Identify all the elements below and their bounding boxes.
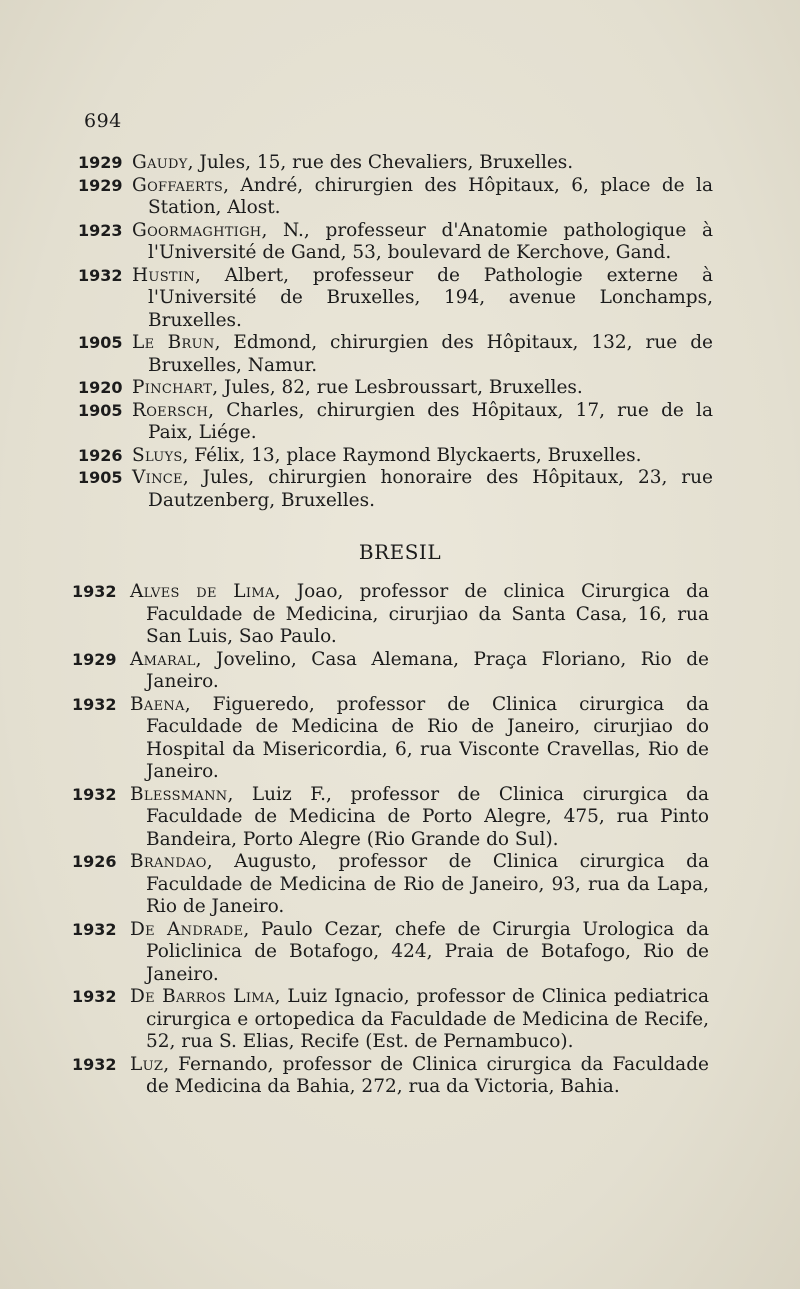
list-item: [0, 467, 800, 512]
entry-name: Gaudy: [132, 152, 188, 173]
entry-year: 1929: [78, 153, 123, 172]
entry-details: , Jules, chirurgien honoraire des Hôpitaux, 23, rue Dautzenberg, Bruxelles.: [148, 467, 713, 511]
entry-name: Baena: [130, 693, 185, 715]
list-item: [0, 986, 800, 1054]
entry-details: , Jules, 82, rue Lesbroussart, Bruxelles.: [212, 377, 583, 398]
entry-year: 1932: [72, 582, 117, 601]
entries-list-belgium: [0, 152, 800, 512]
entry-name: Vince: [132, 467, 183, 488]
entry-details: , Paulo Cezar, chefe de Cirurgia Urologica da Policlinica de Botafogo, 424, Praia de Botafogo, Rio de Janeiro.: [146, 918, 709, 985]
entry-details: , Jovelino, Casa Alemana, Praça Floriano, Rio de Janeiro.: [146, 648, 709, 692]
entry-details: , Fernando, professor de Clinica cirurgica da Faculdade de Medicina da Bahia, 272, rua da Victoria, Bahia.: [146, 1053, 709, 1097]
entry-year: 1929: [72, 649, 117, 669]
entry-year: 1905: [78, 400, 123, 420]
entry-name: Brandao: [130, 851, 207, 872]
entry-details: , Jules, 15, rue des Chevaliers, Bruxelles.: [187, 152, 574, 173]
entry-details: , N., professeur d'Anatomie pathologique à l'Université de Gand, 53, boulevard de Kerchove, Gand.: [148, 219, 713, 263]
entry-name: Goormaghtigh: [132, 219, 262, 241]
entry-name: Pinchart: [132, 377, 213, 398]
entry-details: , Joao, professor de clinica Cirurgica da Faculdade de Medicina, cirurjiao da Santa Casa, 16, rua San Luis, Sao Paulo.: [146, 581, 709, 647]
entry-name: Roersch: [132, 399, 209, 421]
entry-year: 1905: [78, 333, 123, 352]
list-item: [0, 220, 800, 265]
list-item: [0, 445, 800, 468]
list-item: [0, 332, 800, 377]
entry-year: 1932: [72, 694, 117, 714]
list-item: [0, 649, 800, 694]
entry-name: Hustin: [132, 264, 195, 286]
list-item: [0, 175, 800, 220]
entry-name: Goffaerts: [132, 174, 224, 196]
entry-year: 1932: [72, 987, 117, 1006]
list-item: [0, 581, 800, 649]
entry-year: 1926: [72, 852, 117, 871]
section-heading: BRESIL: [358, 540, 442, 564]
entry-year: 1920: [78, 378, 123, 397]
page-number: 694: [84, 110, 122, 132]
entry-details: , Edmond, chirurgien des Hôpitaux, 132, rue de Bruxelles, Namur.: [148, 332, 713, 376]
list-item: [0, 377, 800, 400]
entry-details: , André, chirurgien des Hôpitaux, 6, place de la Station, Alost.: [148, 174, 713, 218]
entry-year: 1923: [78, 220, 123, 240]
list-item: [0, 694, 800, 784]
entry-year: 1926: [78, 445, 123, 465]
entry-name: De Barros Lima: [130, 986, 275, 1007]
entry-name: De Andrade: [130, 918, 244, 940]
entry-details: , Albert, professeur de Pathologie externe à l'Université de Bruxelles, 194, avenue Lonchamps, Bruxelles.: [148, 264, 713, 331]
entry-year: 1932: [78, 265, 123, 285]
entry-name: Amaral: [130, 648, 196, 670]
entries-list-bresil: [0, 581, 800, 1099]
entry-details: , Luiz F., professor de Clinica cirurgica da Faculdade de Medicina de Porto Alegre, 475, rua Pinto Bandeira, Porto Alegre (Rio Grande do Sul).: [146, 783, 709, 850]
entry-name: Luz: [130, 1053, 164, 1075]
entry-year: 1932: [72, 1054, 117, 1074]
entry-year: 1932: [72, 919, 117, 939]
entry-details: , Félix, 13, place Raymond Blyckaerts, Bruxelles.: [182, 444, 642, 466]
list-item: [0, 784, 800, 852]
entry-name: Blessmann: [130, 783, 228, 805]
list-item: [0, 919, 800, 987]
entry-year: 1929: [78, 175, 123, 195]
entry-year: 1905: [78, 468, 123, 487]
entry-details: , Figueredo, professor de Clinica cirurgica da Faculdade de Medicina de Rio de Janeiro, cirurjiao do Hospital da Misericordia, 6, rua Visconte Cravellas, Rio de Janeiro.: [146, 693, 709, 782]
list-item: [0, 152, 800, 175]
list-item: [0, 1054, 800, 1099]
entry-details: , Charles, chirurgien des Hôpitaux, 17, rue de la Paix, Liége.: [148, 399, 713, 443]
list-item: [0, 265, 800, 333]
entry-details: , Luiz Ignacio, professor de Clinica pediatrica cirurgica e ortopedica da Faculdade de Medicina de Recife, 52, rua S. Elias, Recife (Est. de Pernambuco).: [146, 986, 709, 1052]
entry-details: , Augusto, professor de Clinica cirurgica da Faculdade de Medicina de Rio de Janeiro, 93, rua da Lapa, Rio de Janeiro.: [146, 851, 709, 917]
entry-name: Alves de Lima: [130, 581, 275, 602]
entry-name: Sluys: [132, 444, 183, 466]
entry-year: 1932: [72, 784, 117, 804]
list-item: [0, 851, 800, 919]
entry-name: Le Brun: [132, 332, 215, 353]
list-item: [0, 400, 800, 445]
